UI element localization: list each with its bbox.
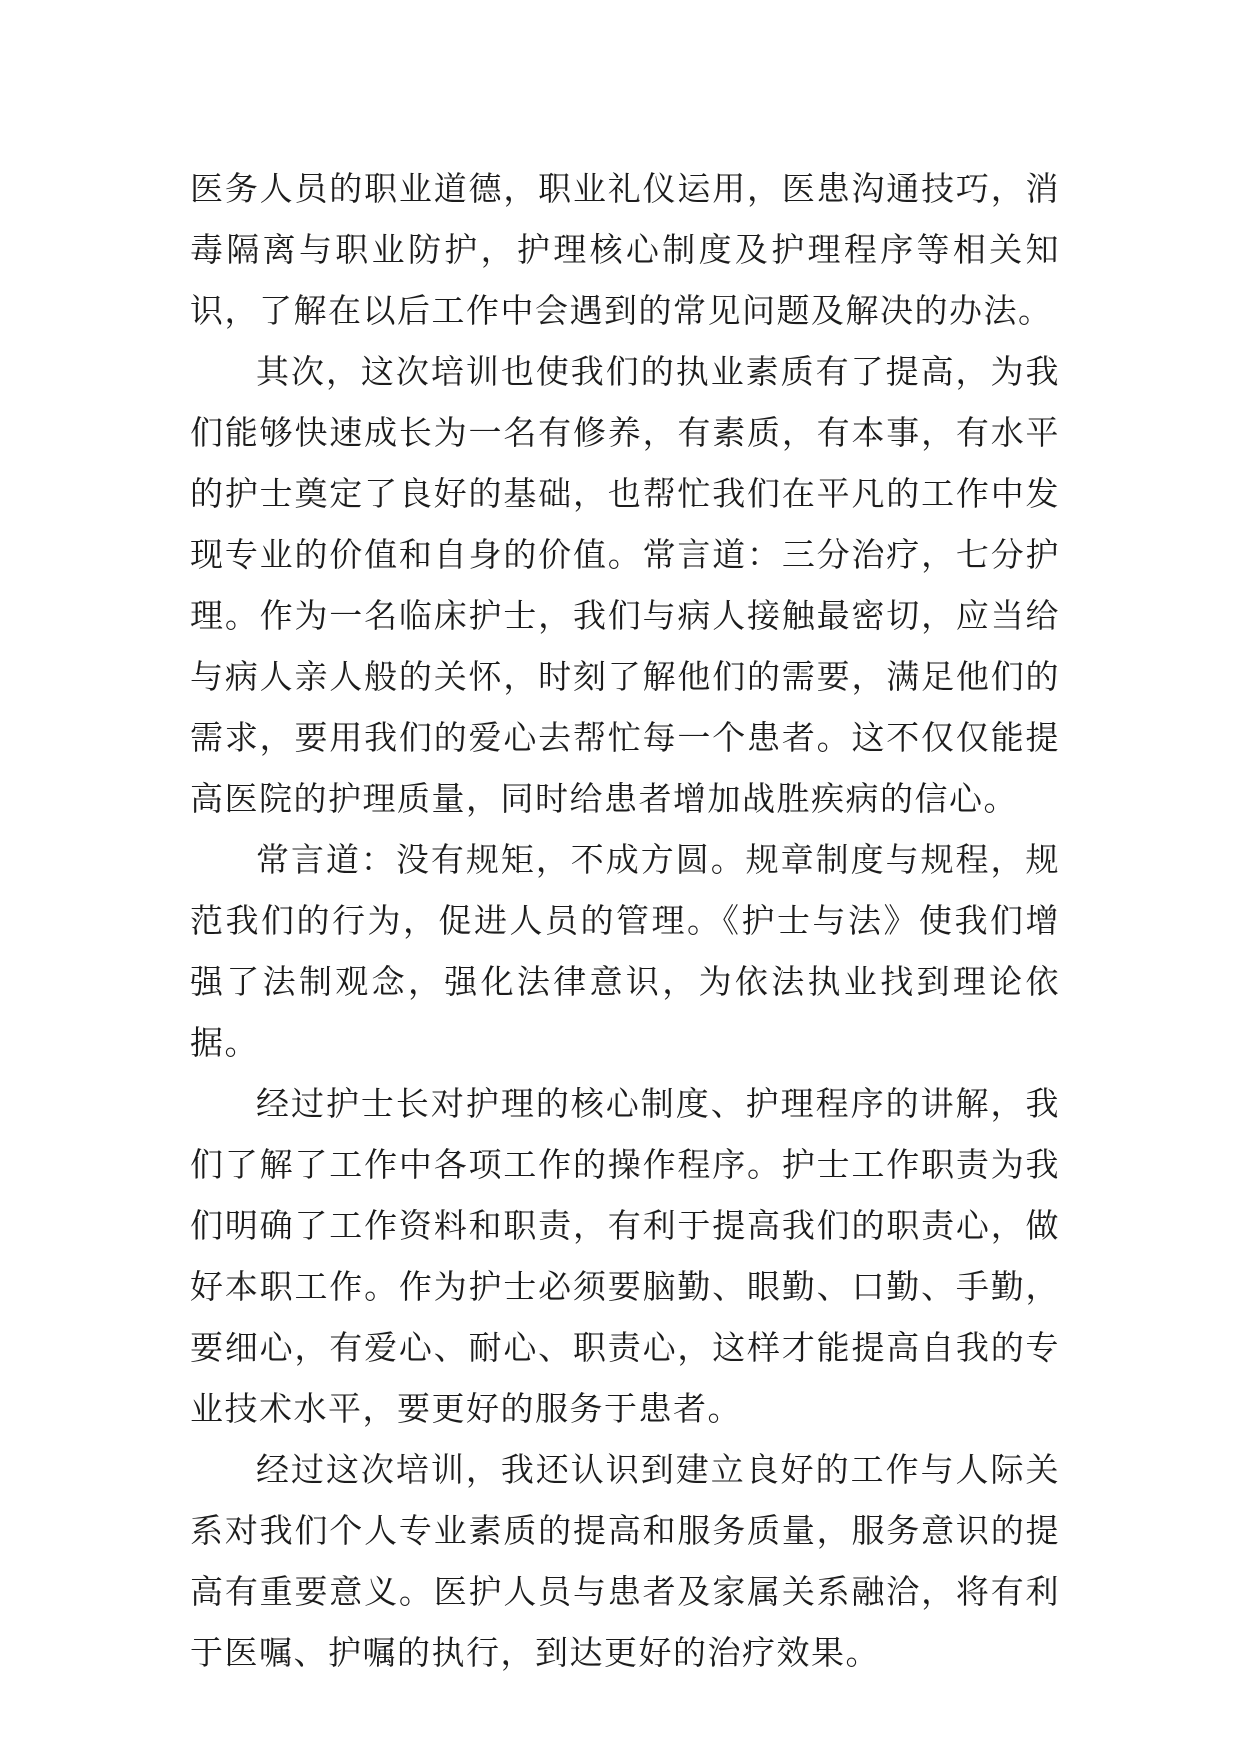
paragraph-3: 常言道：没有规矩，不成方圆。规章制度与规程，规范我们的行为，促进人员的管理。《护士与法》使我们增强了法制观念，强化法律意识，为依法执业找到理论依据。: [190, 840, 1060, 1062]
document-body: [190, 158, 1060, 1683]
paragraph-2: 其次，这次培训也使我们的执业素质有了提高，为我们能够快速成长为一名有修养，有素质，有本事，有水平的护士奠定了良好的基础，也帮忙我们在平凡的工作中发现专业的价值和自身的价值。常言道：三分治疗，七分护理。作为一名临床护士，我们与病人接触最密切，应当给与病人亲人般的关怀，时刻了解他们的需要，满足他们的需求，要用我们的爱心去帮忙每一个患者。这不仅仅能提高医院的护理质量，同时给患者增加战胜疾病的信心。: [190, 352, 1060, 818]
paragraph-5: 经过这次培训，我还认识到建立良好的工作与人际关系对我们个人专业素质的提高和服务质量，服务意识的提高有重要意义。医护人员与患者及家属关系融洽，将有利于医嘱、护嘱的执行，到达更好的治疗效果。: [190, 1450, 1060, 1672]
paragraph-4: 经过护士长对护理的核心制度、护理程序的讲解，我们了解了工作中各项工作的操作程序。护士工作职责为我们明确了工作资料和职责，有利于提高我们的职责心，做好本职工作。作为护士必须要脑勤、眼勤、口勤、手勤，要细心，有爱心、耐心、职责心，这样才能提高自我的专业技术水平，要更好的服务于患者。: [190, 1084, 1060, 1428]
paragraph-1: 医务人员的职业道德，职业礼仪运用，医患沟通技巧，消毒隔离与职业防护，护理核心制度及护理程序等相关知识，了解在以后工作中会遇到的常见问题及解决的办法。: [190, 169, 1060, 330]
